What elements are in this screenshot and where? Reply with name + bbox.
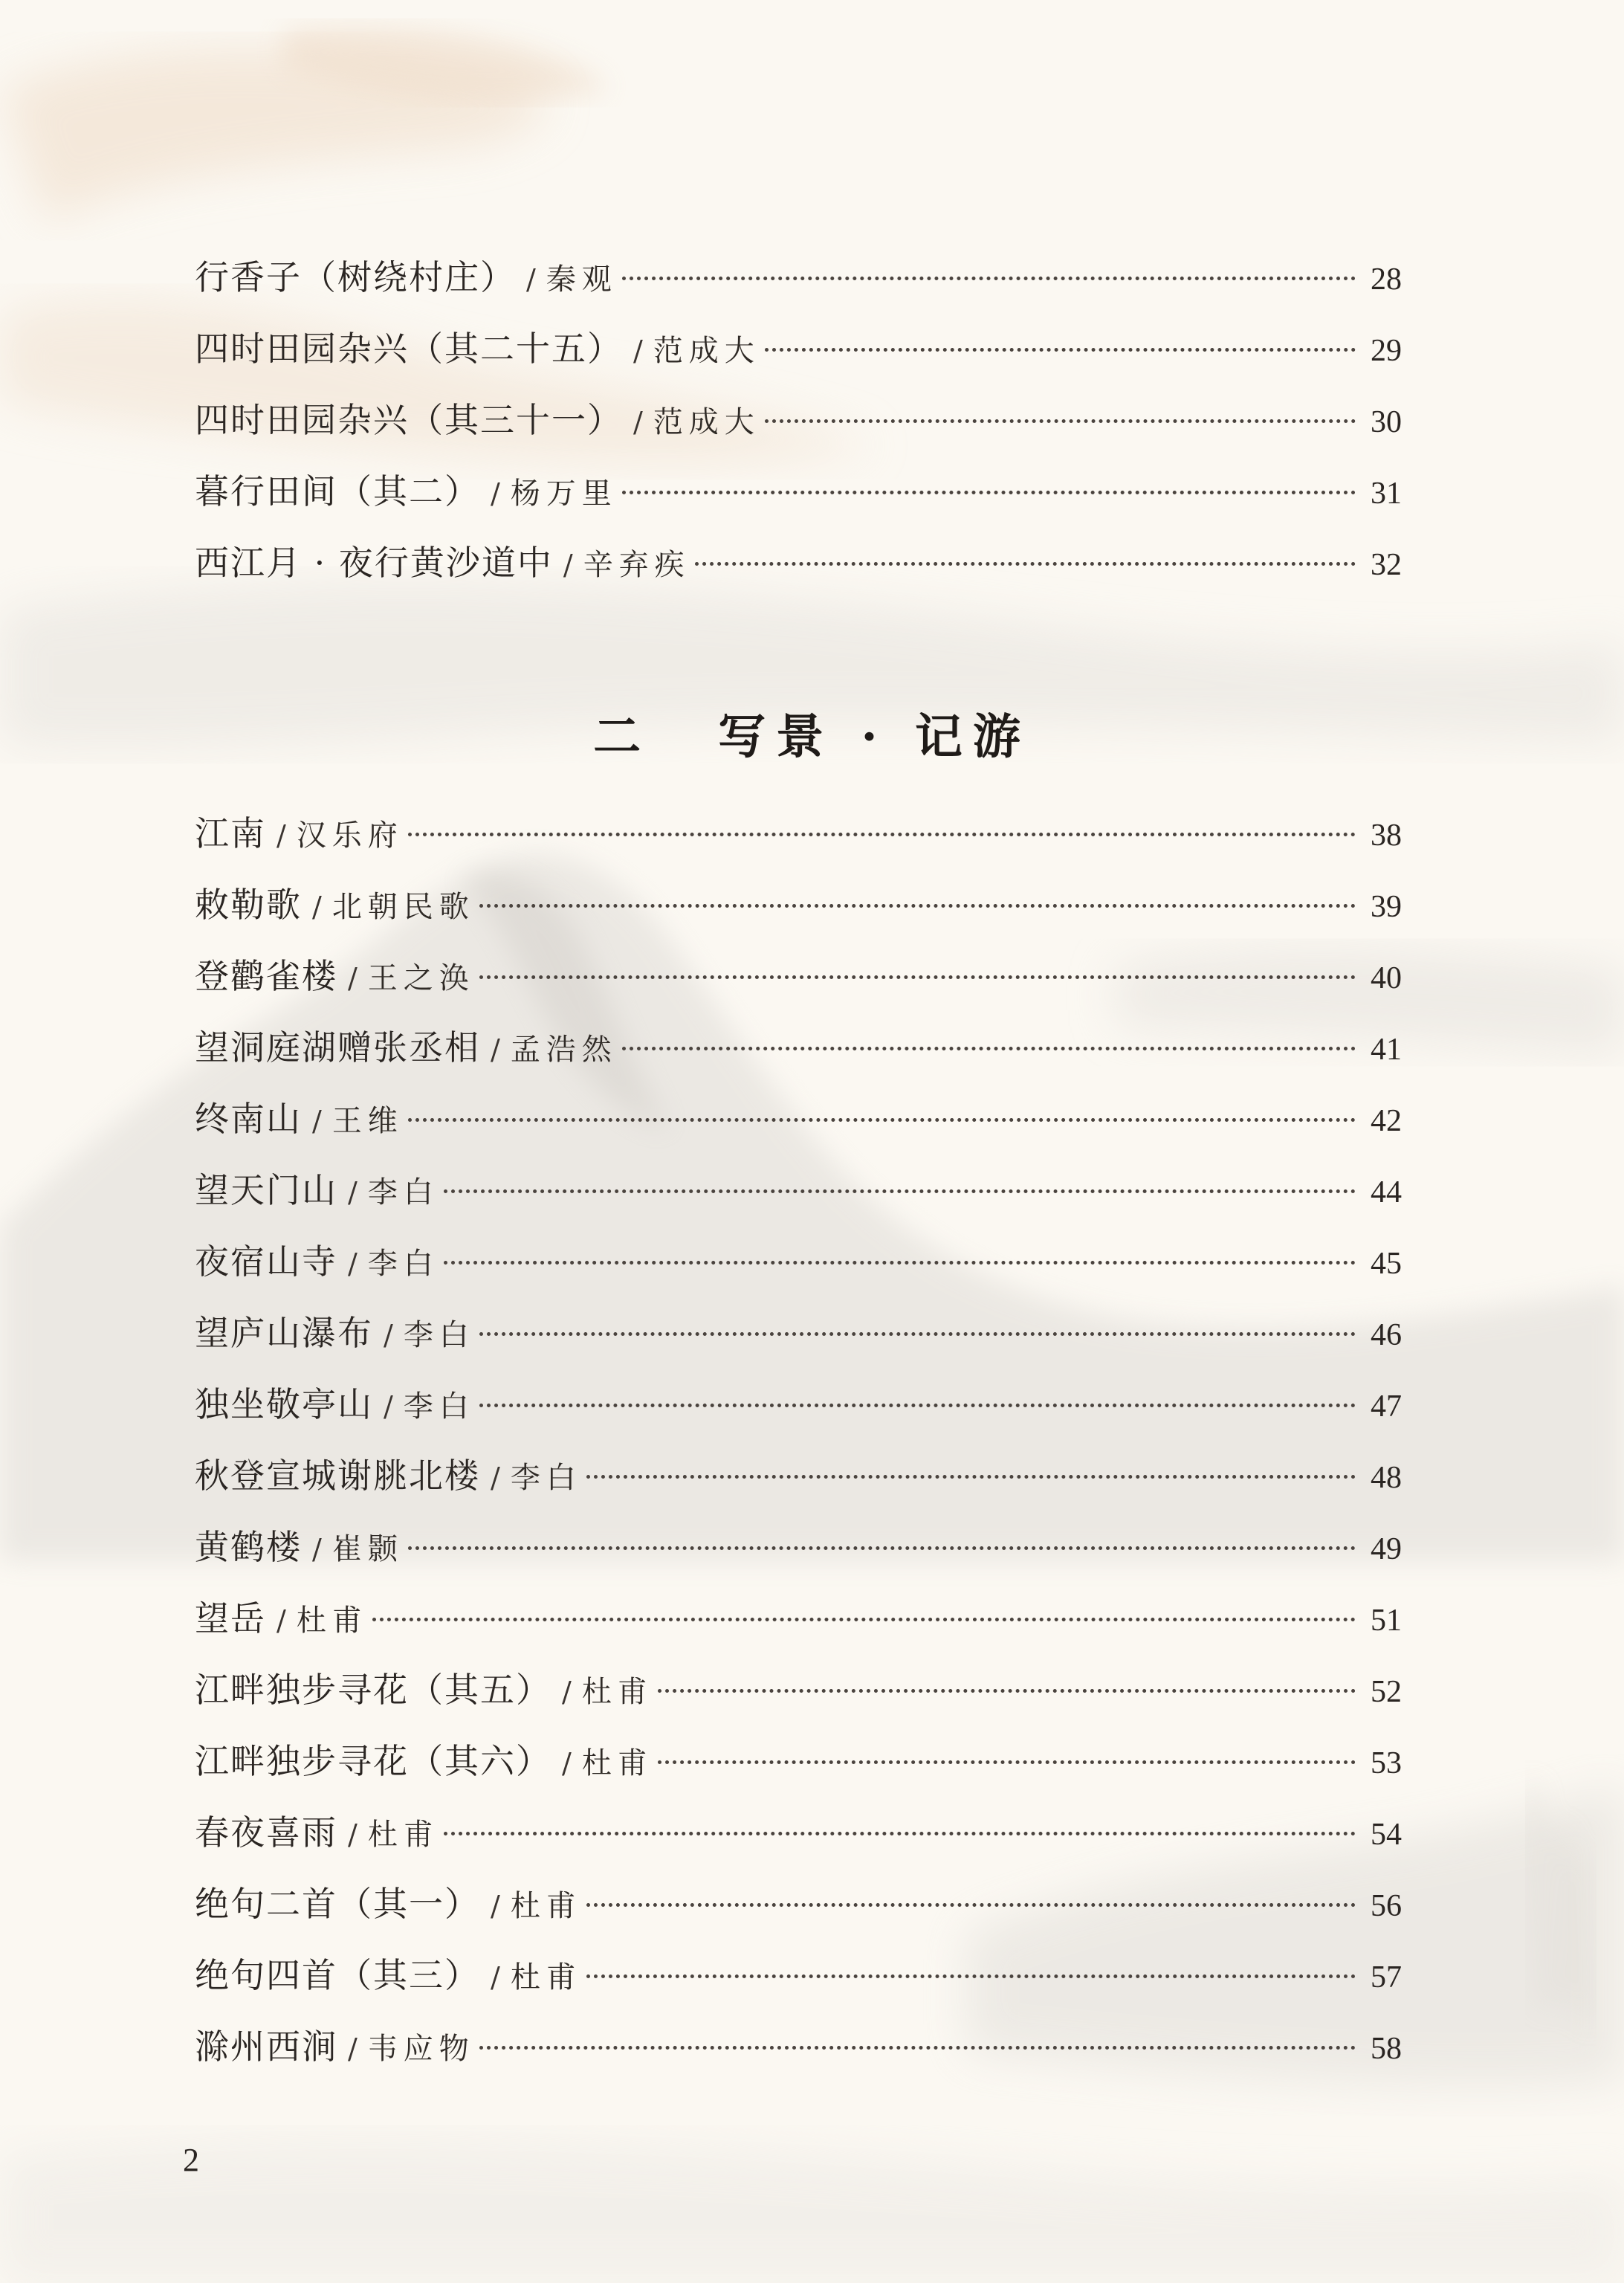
- dot-leader: [622, 491, 1356, 494]
- toc-entry-author: 范成大: [653, 334, 760, 368]
- toc-entry[interactable]: [195, 1021, 1402, 1080]
- toc-entry-title: 滁州西涧: [195, 2027, 337, 2067]
- dot-leader: [479, 904, 1356, 908]
- dot-leader: [479, 975, 1356, 979]
- toc-entry-author: 李白: [403, 1318, 475, 1352]
- dot-leader: [586, 1475, 1356, 1479]
- toc-entry-title: 秋登宣城谢脁北楼: [195, 1456, 480, 1496]
- toc-entry-title: 江畔独步寻花（其六）: [195, 1741, 551, 1781]
- toc-entry-title: 夜宿山寺: [195, 1241, 337, 1282]
- dot-leader: [444, 1189, 1356, 1193]
- toc-entry-author: 杜甫: [581, 1746, 653, 1780]
- toc-entry-author: 杜甫: [296, 1604, 368, 1638]
- toc-entry[interactable]: [195, 807, 1402, 866]
- toc-entry-page: 47: [1371, 1389, 1402, 1424]
- toc-entry-separator: /: [276, 819, 286, 852]
- dot-leader: [765, 348, 1356, 352]
- section-number: 二: [593, 709, 652, 765]
- toc-entry-separator: /: [312, 1105, 322, 1137]
- dot-leader: [658, 1689, 1356, 1693]
- toc-entry-title: 独坐敬亭山: [195, 1384, 373, 1424]
- toc-entry-author: 杨万里: [510, 477, 618, 511]
- toc-entry[interactable]: [195, 1378, 1402, 1437]
- toc-entry-page: 41: [1371, 1033, 1402, 1067]
- toc-entry[interactable]: [195, 1163, 1402, 1223]
- toc-entry-separator: /: [633, 335, 643, 367]
- dot-leader: [372, 1618, 1356, 1621]
- toc-entry-page: 39: [1371, 890, 1402, 924]
- toc-entry-separator: /: [384, 1319, 393, 1352]
- toc-entry[interactable]: [195, 878, 1402, 937]
- toc-entry-page: 48: [1371, 1461, 1402, 1495]
- toc-entry-separator: /: [633, 406, 643, 439]
- dot-leader: [586, 1903, 1356, 1907]
- toc-entry-page: 53: [1371, 1746, 1402, 1780]
- dot-leader: [765, 419, 1356, 423]
- toc-entry-page: 49: [1371, 1532, 1402, 1566]
- dot-leader: [479, 1332, 1356, 1336]
- toc-entry-author: 北朝民歌: [331, 890, 475, 924]
- dot-leader: [622, 277, 1356, 280]
- toc-entry-separator: /: [563, 549, 573, 581]
- toc-entry[interactable]: [195, 393, 1402, 453]
- dot-leader: [408, 1118, 1356, 1122]
- toc-entry[interactable]: [195, 322, 1402, 381]
- toc-entry-title: 望庐山瀑布: [195, 1313, 373, 1353]
- toc-entry-author: 李白: [403, 1389, 475, 1424]
- dot-leader: [479, 1404, 1356, 1407]
- toc-entry-title: 敕勒歌: [195, 885, 302, 925]
- toc-entry[interactable]: [195, 1235, 1402, 1294]
- toc-entry-separator: /: [491, 1033, 500, 1066]
- toc-entry-separator: /: [491, 1462, 500, 1494]
- dot-leader: [622, 1047, 1356, 1050]
- toc-entry[interactable]: [195, 2020, 1402, 2079]
- toc-entry-separator: /: [384, 1390, 393, 1423]
- toc-entry-author: 李白: [367, 1175, 439, 1210]
- toc-entry-page: 58: [1371, 2032, 1402, 2066]
- toc-entry-page: 29: [1371, 334, 1402, 368]
- toc-entry-page: 56: [1371, 1889, 1402, 1923]
- toc-entry[interactable]: [195, 949, 1402, 1009]
- toc-entry[interactable]: [195, 1092, 1402, 1152]
- toc-entry[interactable]: [195, 251, 1402, 310]
- toc-entry-author: 杜甫: [581, 1675, 653, 1709]
- toc-entry-page: 45: [1371, 1247, 1402, 1281]
- toc-entry[interactable]: [195, 1592, 1402, 1651]
- toc-entry-separator: /: [491, 477, 500, 510]
- toc-entry-title: 暮行田间（其二）: [195, 471, 480, 511]
- section-title-text: 写景 · 记游: [718, 709, 1031, 765]
- toc-entry-separator: /: [348, 962, 358, 995]
- toc-entry[interactable]: [195, 1948, 1402, 2008]
- toc-entry[interactable]: [195, 1449, 1402, 1508]
- toc-entry-separator: /: [312, 1533, 322, 1566]
- toc-entry-page: 51: [1371, 1604, 1402, 1638]
- toc-entry-separator: /: [348, 1176, 358, 1209]
- dot-leader: [658, 1760, 1356, 1764]
- toc-entry-title: 四时田园杂兴（其三十一）: [195, 400, 623, 440]
- page-number: 2: [183, 2142, 199, 2178]
- toc-entry-title: 绝句四首（其三）: [195, 1955, 480, 1995]
- toc-entry-author: 范成大: [653, 405, 760, 439]
- toc-entry-separator: /: [491, 1961, 500, 1994]
- toc-entry-title: 终南山: [195, 1099, 302, 1139]
- toc-entry-page: 57: [1371, 1960, 1402, 1995]
- toc-entry-title: 黄鹤楼: [195, 1527, 302, 1567]
- toc-entry[interactable]: [195, 1877, 1402, 1937]
- toc-entry-title: 望天门山: [195, 1170, 337, 1210]
- toc-entry-author: 杜甫: [367, 1818, 439, 1852]
- toc-entry-separator: /: [491, 1890, 500, 1922]
- toc-entry-page: 42: [1371, 1104, 1402, 1138]
- toc-entry-page: 54: [1371, 1818, 1402, 1852]
- dot-leader: [444, 1261, 1356, 1265]
- toc-entry-separator: /: [348, 2032, 358, 2065]
- toc-entry[interactable]: [195, 1663, 1402, 1722]
- toc-entry-page: 30: [1371, 405, 1402, 439]
- toc-entry-separator: /: [348, 1247, 358, 1280]
- toc-entry-title: 江畔独步寻花（其五）: [195, 1670, 551, 1710]
- toc-entry-page: 44: [1371, 1175, 1402, 1210]
- toc-entry-separator: /: [348, 1818, 358, 1851]
- toc-entry-page: 28: [1371, 262, 1402, 297]
- toc-entry-title: 望洞庭湖赠张丞相: [195, 1027, 480, 1068]
- toc-entry-page: 40: [1371, 961, 1402, 995]
- toc-entry-author: 辛弃疾: [583, 548, 690, 582]
- toc-entry-title: 行香子（树绕村庄）: [195, 257, 516, 297]
- toc-entry[interactable]: [195, 1734, 1402, 1794]
- toc-entry-title: 西江月 · 夜行黄沙道中: [195, 543, 553, 583]
- toc-entry-author: 孟浩然: [510, 1033, 618, 1067]
- toc-entry-title: 江南: [195, 813, 266, 853]
- toc-entry-author: 秦观: [546, 262, 618, 297]
- toc-entry-title: 登鹳雀楼: [195, 956, 337, 996]
- toc-entry[interactable]: [195, 536, 1402, 595]
- toc-entry-author: 李白: [367, 1247, 439, 1281]
- toc-entry-separator: /: [276, 1604, 286, 1637]
- dot-leader: [444, 1832, 1356, 1835]
- toc-entry-author: 崔颢: [331, 1532, 404, 1566]
- toc-entry-author: 汉乐府: [296, 818, 404, 853]
- toc-entry-title: 四时田园杂兴（其二十五）: [195, 329, 623, 369]
- toc-entry[interactable]: [195, 465, 1402, 524]
- dot-leader: [408, 833, 1356, 836]
- dot-leader: [479, 2046, 1356, 2050]
- toc-entry-title: 绝句二首（其一）: [195, 1884, 480, 1924]
- toc-entry-author: 王之涣: [367, 961, 475, 995]
- toc-entry-separator: /: [562, 1747, 572, 1780]
- section-heading: [0, 699, 1624, 767]
- toc-entry-author: 杜甫: [510, 1889, 582, 1923]
- toc-entry[interactable]: [195, 1806, 1402, 1865]
- toc-entry-separator: /: [526, 263, 536, 296]
- dot-leader: [695, 562, 1356, 566]
- toc-entry-title: 春夜喜雨: [195, 1812, 337, 1853]
- toc-entry-page: 46: [1371, 1318, 1402, 1352]
- toc-entry-page: 38: [1371, 818, 1402, 853]
- toc-entry-title: 望岳: [195, 1598, 266, 1638]
- toc-entry-page: 31: [1371, 477, 1402, 511]
- toc-entry-separator: /: [312, 891, 322, 923]
- toc-entry-separator: /: [562, 1676, 572, 1708]
- toc-entry-author: 韦应物: [367, 2032, 475, 2066]
- toc-entry-page: 52: [1371, 1675, 1402, 1709]
- toc-entry-author: 王维: [331, 1104, 404, 1138]
- toc-entry[interactable]: [195, 1306, 1402, 1366]
- toc-entry-author: 杜甫: [510, 1960, 582, 1995]
- toc-entry-author: 李白: [510, 1461, 582, 1495]
- toc-entry-page: 32: [1371, 548, 1402, 582]
- dot-leader: [586, 1974, 1356, 1978]
- toc-entry[interactable]: [195, 1520, 1402, 1580]
- dot-leader: [408, 1546, 1356, 1550]
